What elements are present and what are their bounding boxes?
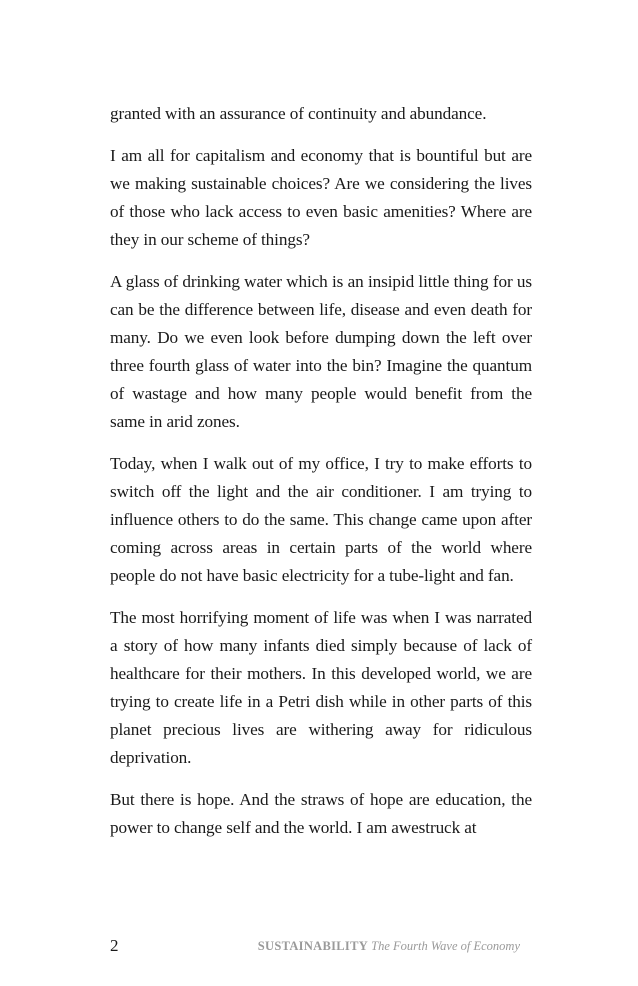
paragraph-hope: But there is hope. And the straws of hope are education, the power to change self and the world. I am awestruck at <box>110 790 532 837</box>
paragraph-healthcare: The most horrifying moment of life was when I was narrated a story of how many infants died simply because of lack of healthcare for their mothers. In this developed world, we are trying to create life in a Petri dish while in other parts of this planet precious lives are withering away for ridiculous deprivation. <box>110 608 532 767</box>
paragraph-drinking-water: A glass of drinking water which is an insipid little thing for us can be the difference between life, disease and even death for many. Do we even look before dumping down the left over three fourth glass of water into the bin? Imagine the quantum of wastage and how many people would benefit from the same in arid zones. <box>110 272 532 431</box>
paragraph-electricity: Today, when I walk out of my office, I try to make efforts to switch off the light and the air conditioner. I am trying to influence others to do the same. This change came upon after coming across areas in certain parts of the world where people do not have basic electricity for a tube-light and fan. <box>110 454 532 585</box>
running-head-title: SUSTAINABILITY <box>257 939 369 953</box>
body-text <box>110 100 532 856</box>
running-head <box>258 939 520 954</box>
page-number: 2 <box>110 936 119 955</box>
running-head-subtitle: The Fourth Wave of Economy <box>371 939 520 953</box>
paragraph-continuation: granted with an assurance of continuity and abundance. <box>110 104 487 123</box>
page-footer <box>110 936 532 960</box>
paragraph-capitalism: I am all for capitalism and economy that is bountiful but are we making sustainable choices? Are we considering the lives of those who lack access to even basic amenities? Where are they in our scheme of things? <box>110 146 532 249</box>
